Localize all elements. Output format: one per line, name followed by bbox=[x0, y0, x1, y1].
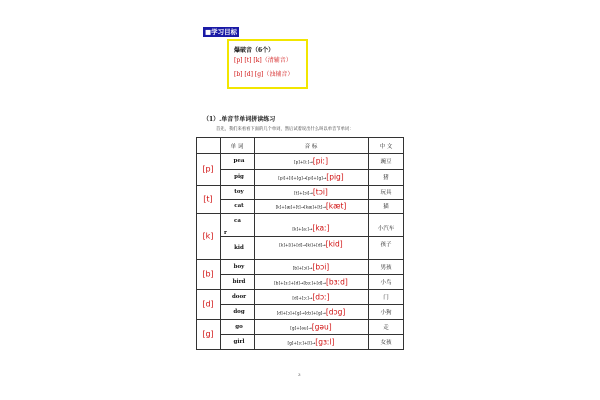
ipa-result: [dɔː] bbox=[312, 292, 330, 302]
word-cell: girl bbox=[233, 339, 245, 345]
ipa-cell bbox=[254, 323, 368, 332]
ipa-steps: [k]+[i]+[d]→[ki]+[d]→ bbox=[279, 242, 326, 248]
section-title: ■学习目标 bbox=[205, 28, 238, 36]
phoneme-label-d: [d] bbox=[202, 299, 214, 309]
table-group-rule bbox=[196, 259, 404, 260]
ipa-result: [tɔi] bbox=[312, 187, 328, 197]
ipa-cell bbox=[254, 308, 368, 317]
goal-voiced-line: [b] [d] [g]（浊辅音） bbox=[234, 71, 294, 78]
table-header-rule bbox=[196, 153, 404, 154]
chinese-cell: 门 bbox=[383, 295, 389, 301]
ipa-steps: [b]+[ɔi]→ bbox=[292, 265, 313, 271]
ipa-result: [kid] bbox=[325, 239, 343, 249]
chinese-cell: 玩具 bbox=[380, 190, 392, 196]
ipa-cell bbox=[254, 224, 368, 233]
learning-goal-box bbox=[227, 39, 308, 89]
ipa-cell bbox=[254, 202, 368, 211]
word-cell: boy bbox=[233, 264, 245, 270]
chinese-cell: 小鸟 bbox=[380, 280, 392, 286]
ipa-result: [bɜːd] bbox=[325, 277, 348, 287]
goal-voiceless-line: [p] [t] [k]（清辅音） bbox=[234, 57, 292, 64]
phoneme-label-p: [p] bbox=[202, 164, 214, 174]
chinese-cell: 小汽车 bbox=[377, 226, 395, 232]
table-group-rule bbox=[196, 319, 404, 320]
ipa-steps: [t]+[ɔi]→ bbox=[294, 190, 313, 196]
exercise-heading: （1）.单音节单词拼读练习 bbox=[203, 116, 276, 123]
table-row-rule bbox=[220, 169, 404, 170]
word-cell: pea bbox=[233, 158, 245, 164]
chinese-cell: 走 bbox=[383, 325, 389, 331]
word-cell: toy bbox=[234, 189, 244, 195]
word-cell: cat bbox=[234, 203, 244, 209]
table-border-bottom bbox=[196, 349, 404, 350]
table-col-rule bbox=[220, 137, 221, 350]
word-cell: pig bbox=[234, 174, 244, 180]
table-row-rule bbox=[220, 304, 404, 305]
phoneme-label-b: [b] bbox=[202, 269, 214, 279]
word-cell: go bbox=[235, 324, 243, 330]
ipa-steps: [g]+[əu]→ bbox=[290, 325, 312, 331]
word-cell: kid bbox=[234, 245, 244, 251]
ipa-steps: [k]+[æ]+[t]→[kæ]+[t]→ bbox=[275, 204, 326, 210]
table-group-rule bbox=[196, 185, 404, 186]
ipa-result: [kaː] bbox=[312, 223, 330, 233]
table-row-rule bbox=[220, 236, 404, 237]
table-group-rule bbox=[196, 213, 404, 214]
ipa-cell bbox=[254, 293, 368, 302]
ipa-steps: [d]+[ɔː]→ bbox=[292, 295, 313, 301]
word-cell: dog bbox=[233, 309, 245, 315]
table-row-rule bbox=[220, 334, 404, 335]
chinese-cell: 猫 bbox=[383, 204, 389, 210]
phoneme-label-g: [g] bbox=[202, 329, 214, 339]
table-row-rule bbox=[220, 274, 404, 275]
ipa-steps: [b]+[ɜː]+[d]→[bɜː]+[d]→ bbox=[274, 280, 326, 286]
exercise-note: 首先，我们来看看下面的几个单词，然后试着说出什么叫以单音节单词： bbox=[216, 127, 354, 132]
phoneme-label-k: [k] bbox=[202, 231, 214, 241]
chinese-cell: 孩子 bbox=[380, 242, 392, 248]
ipa-steps: [p]+[iː]→ bbox=[293, 159, 313, 165]
ipa-cell bbox=[254, 338, 368, 347]
ipa-steps: [g]+[ɜː]+[l]→ bbox=[287, 340, 316, 346]
chinese-cell: 猪 bbox=[383, 175, 389, 181]
header-ipa: 音 标 bbox=[304, 144, 318, 150]
table-border-top bbox=[196, 137, 404, 138]
phoneme-label-t: [t] bbox=[203, 194, 213, 204]
spelling-table bbox=[196, 137, 404, 350]
goal-heading: 爆破音（6个） bbox=[234, 47, 275, 54]
chinese-cell: 女孩 bbox=[380, 340, 392, 346]
page-number: 3 bbox=[298, 372, 301, 377]
ipa-cell bbox=[254, 173, 368, 182]
table-group-rule bbox=[196, 289, 404, 290]
header-word: 单 词 bbox=[230, 144, 244, 150]
ipa-result: [piː] bbox=[312, 156, 329, 166]
ipa-cell bbox=[254, 278, 368, 287]
ipa-cell bbox=[254, 240, 368, 249]
ipa-steps: [pi]+[i]+[g]→[pi]+[g]→ bbox=[278, 175, 327, 181]
ipa-cell bbox=[254, 263, 368, 272]
ipa-result: [kæt] bbox=[325, 201, 347, 211]
chinese-cell: 豌豆 bbox=[380, 159, 392, 165]
header-chinese: 中 文 bbox=[379, 144, 393, 150]
chinese-cell: 小狗 bbox=[380, 310, 392, 316]
chinese-cell: 男孩 bbox=[380, 265, 392, 271]
word-cell: door bbox=[231, 294, 247, 300]
word-cell: ca bbox=[234, 218, 241, 224]
ipa-result: [gəu] bbox=[311, 322, 332, 332]
ipa-result: [bɔi] bbox=[312, 262, 330, 272]
ipa-steps: [k]+[aː]→ bbox=[292, 226, 313, 232]
table-row-rule bbox=[220, 199, 404, 200]
word-cell-wrap: r bbox=[224, 230, 227, 236]
ipa-result: [gɜːl] bbox=[315, 337, 335, 347]
ipa-cell bbox=[254, 188, 368, 197]
ipa-result: [pig] bbox=[326, 172, 344, 182]
ipa-steps: [d]+[ɔ]+[g]→[dɔ]+[g]→ bbox=[276, 310, 326, 316]
ipa-result: [dɔg] bbox=[325, 307, 346, 317]
word-cell: bird bbox=[232, 279, 246, 285]
ipa-cell bbox=[254, 157, 368, 166]
